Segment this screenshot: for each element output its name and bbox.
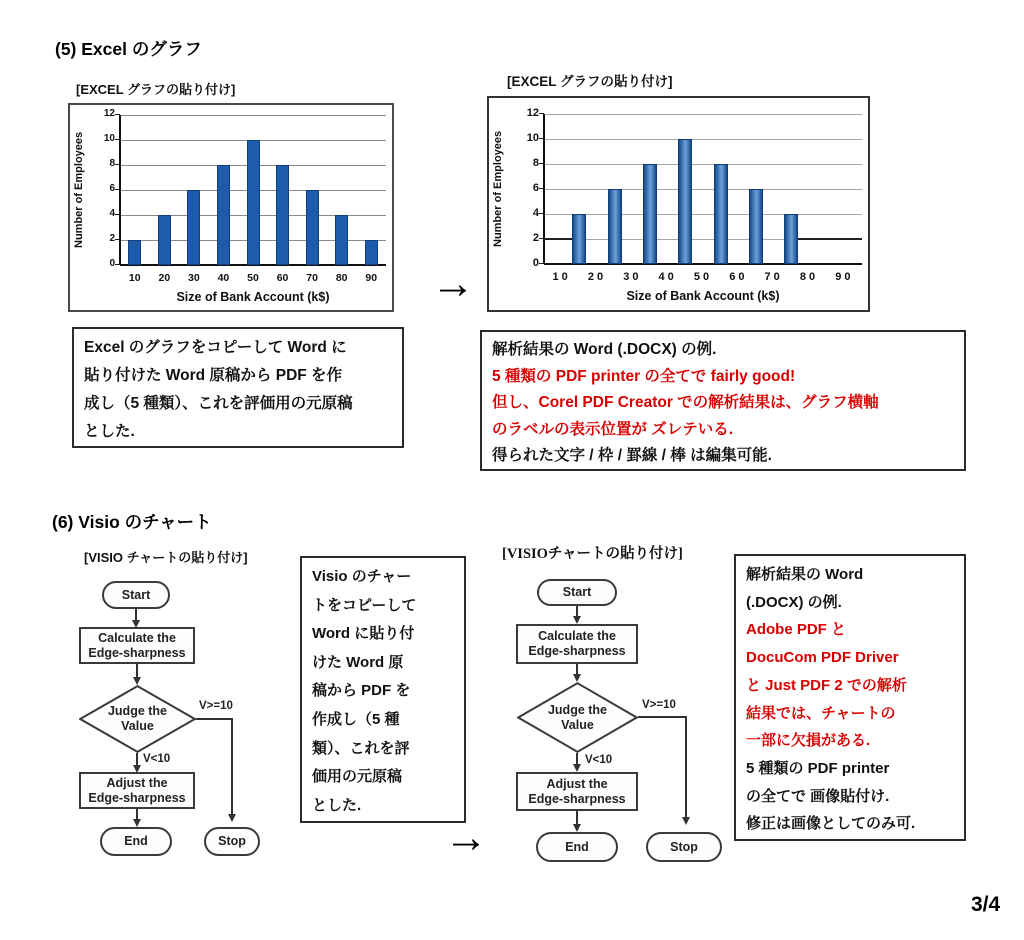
flow-calculate-line1: Calculate the — [538, 629, 616, 643]
bar — [128, 240, 141, 265]
gridline — [120, 115, 386, 116]
flow-judge-line1: Judge the — [547, 702, 608, 717]
y-tick-label: 12 — [103, 108, 115, 119]
y-tick-label: 2 — [109, 233, 115, 244]
note-line: 一部に欠損がある. — [746, 732, 871, 750]
broken-bar-step — [798, 238, 862, 240]
section5-title: (5) Excel のグラフ — [55, 39, 202, 59]
y-tick-label: 8 — [109, 158, 115, 169]
y-axis — [543, 114, 545, 264]
note-line: 類）、これを評 — [312, 739, 410, 757]
visio-result-flowchart — [515, 578, 725, 868]
broken-bar-step — [544, 238, 572, 240]
flow-start-node — [102, 581, 170, 609]
x-axis — [544, 263, 862, 265]
x-tick-label: 30 — [623, 271, 642, 283]
branch-label-no: V<10 — [143, 753, 171, 765]
visio-result-note — [734, 554, 966, 841]
arrow-head-icon — [133, 819, 141, 827]
flow-calculate-node — [79, 627, 195, 664]
excel-source-caption: [EXCEL グラフの貼り付け] — [76, 82, 236, 97]
flow-judge-node — [517, 682, 638, 753]
bar — [643, 164, 657, 264]
bar — [217, 165, 230, 265]
flow-start-label: Start — [562, 585, 592, 599]
bar — [306, 190, 319, 265]
flow-adjust-line1: Adjust the — [546, 776, 608, 791]
x-tick-label: 10 — [552, 271, 571, 283]
flow-calculate-line2: Edge-sharpness — [528, 644, 626, 658]
flow-adjust-line2: Edge-sharpness — [88, 790, 186, 805]
gridline — [544, 214, 862, 215]
x-tick-label: 70 — [764, 271, 783, 283]
note-line: とした. — [84, 423, 135, 440]
flow-judge-line1: Judge the — [107, 704, 168, 718]
note-line: 稿から PDF を — [312, 682, 411, 700]
flow-stop-label: Stop — [218, 834, 246, 848]
x-tick-label: 60 — [276, 272, 289, 284]
flow-stop-node — [646, 832, 722, 862]
note-line: とした. — [312, 796, 362, 814]
y-tick-label: 10 — [103, 133, 115, 144]
bar — [608, 189, 622, 264]
note-line: トをコピーして — [312, 596, 417, 614]
flow-stop-label: Stop — [670, 839, 698, 854]
gridline — [544, 164, 862, 165]
section6-title: (6) Visio のチャート — [52, 512, 212, 532]
x-tick-label: 20 — [158, 272, 171, 284]
note-line: Word に貼り付 — [312, 625, 415, 643]
x-tick-label: 40 — [658, 271, 677, 283]
flow-end-label: End — [565, 839, 589, 854]
flow-adjust-line1: Adjust the — [106, 775, 168, 790]
bar — [335, 215, 348, 265]
flow-stop-node — [204, 827, 260, 856]
flow-end-node — [100, 827, 172, 856]
note-line: 成し（5 種類）、これを評価用の元原稿 — [84, 395, 353, 412]
page-number: 3/4 — [971, 893, 1001, 916]
gridline — [544, 139, 862, 140]
flow-connector — [135, 609, 137, 620]
x-tick-label: 10 — [128, 272, 141, 284]
arrow-right-icon: → — [431, 259, 475, 308]
x-tick-label: 80 — [335, 272, 348, 284]
gridline — [544, 189, 862, 190]
bar — [158, 215, 171, 265]
visio-source-flowchart — [75, 578, 265, 863]
excel-result-caption: [EXCEL グラフの貼り付け] — [507, 74, 673, 89]
x-tick-label: 50 — [247, 272, 259, 284]
note-line: 解析結果の Word (.DOCX) の例. — [492, 341, 717, 358]
flow-connector — [231, 718, 233, 814]
x-tick-label: 20 — [587, 271, 607, 283]
flow-judge-line2: Value — [121, 719, 154, 733]
excel-result-note — [480, 330, 966, 471]
y-tick-label: 8 — [532, 157, 539, 169]
branch-label-yes: V>=10 — [199, 700, 233, 712]
x-tick-label: 40 — [217, 272, 230, 284]
flow-start-node — [537, 579, 617, 606]
arrow-head-icon — [573, 824, 581, 832]
flow-end-label: End — [124, 834, 148, 848]
arrow-head-icon — [228, 814, 236, 822]
x-tick-label: 90 — [835, 271, 854, 283]
x-tick-label: 30 — [188, 272, 200, 284]
y-tick-label: 12 — [526, 107, 539, 119]
x-tick-label: 90 — [365, 272, 378, 284]
bar — [247, 140, 260, 265]
flow-connector — [136, 664, 138, 677]
flow-connector — [576, 664, 578, 674]
note-line: Adobe PDF と — [746, 621, 846, 639]
flow-end-node — [536, 832, 618, 862]
bar — [749, 189, 763, 264]
note-line: 価用の元原稿 — [312, 768, 403, 786]
y-tick-label: 0 — [109, 258, 115, 269]
note-line: 得られた文字 / 枠 / 罫線 / 棒 は編集可能. — [492, 447, 772, 464]
arrow-head-icon — [573, 616, 581, 624]
visio-source-note — [300, 556, 466, 823]
flow-connector — [136, 809, 138, 819]
bar — [276, 165, 289, 265]
note-line: けた Word 原 — [312, 653, 404, 671]
bar — [714, 164, 728, 264]
flow-connector — [576, 606, 578, 616]
note-line: 作成し（5 種 — [312, 710, 400, 728]
note-line: Excel のグラフをコピーして Word に — [84, 339, 347, 356]
y-tick-label: 10 — [526, 132, 539, 144]
flow-calculate-line1: Calculate the — [98, 630, 176, 645]
y-axis — [119, 115, 121, 265]
x-axis-title: Size of Bank Account (k$) — [176, 290, 330, 304]
bar — [187, 190, 200, 265]
note-line: 5 種類の PDF printer — [746, 759, 890, 777]
note-line: 貼り付けた Word 原稿から PDF を作 — [84, 367, 343, 384]
flow-calculate-node — [516, 624, 638, 664]
gridline — [544, 114, 862, 115]
flow-judge-node — [79, 685, 196, 753]
arrow-head-icon — [133, 677, 141, 685]
y-axis-title: Number of Employees — [73, 131, 85, 249]
branch-label-yes: V>=10 — [642, 699, 676, 711]
x-axis-title: Size of Bank Account (k$) — [626, 289, 780, 303]
note-line: の全てで 画像貼付け. — [746, 787, 890, 805]
arrow-head-icon — [573, 674, 581, 682]
note-line: 解析結果の Word — [746, 566, 864, 583]
arrow-right-icon: → — [444, 813, 488, 862]
flow-connector — [576, 753, 578, 764]
visio-result-caption: [VISIOチャートの貼り付け] — [502, 546, 683, 562]
arrow-head-icon — [682, 817, 690, 825]
y-tick-label: 4 — [109, 208, 115, 219]
note-line: (.DOCX) の例. — [746, 593, 842, 611]
visio-source-caption: [VISIO チャートの貼り付け] — [84, 550, 248, 565]
flow-connector — [638, 716, 686, 718]
y-tick-label: 2 — [532, 232, 539, 244]
y-axis-title: Number of Employees — [492, 130, 504, 248]
flow-connector — [136, 753, 138, 765]
flow-calculate-line2: Edge-sharpness — [88, 645, 186, 660]
flow-adjust-node — [516, 772, 638, 811]
y-tick-label: 6 — [109, 183, 115, 194]
x-tick-label: 70 — [306, 272, 318, 284]
branch-label-no: V<10 — [585, 754, 613, 766]
flow-start-label: Start — [121, 587, 151, 602]
excel-result-chart — [487, 96, 870, 312]
note-line: 5 種類の PDF printer の全てで fairly good! — [492, 367, 796, 385]
excel-source-note — [72, 327, 404, 448]
excel-source-chart — [68, 103, 394, 312]
flow-adjust-node — [79, 772, 195, 809]
note-line: Visio のチャー — [312, 568, 412, 585]
flow-connector — [196, 718, 232, 720]
bar — [365, 240, 378, 265]
flow-connector — [576, 811, 578, 824]
flow-judge-line2: Value — [561, 717, 594, 732]
x-tick-label: 60 — [729, 271, 748, 283]
bar — [572, 214, 586, 264]
note-line: 修正は画像としてのみ可. — [746, 815, 916, 833]
note-line: DocuCom PDF Driver — [746, 649, 899, 667]
flow-connector — [685, 716, 687, 817]
y-tick-label: 6 — [532, 182, 539, 194]
flow-adjust-line2: Edge-sharpness — [528, 791, 626, 806]
arrow-head-icon — [573, 764, 581, 772]
bar — [784, 214, 798, 264]
note-line: と Just PDF 2 での解析 — [746, 676, 907, 694]
bar — [678, 139, 692, 264]
note-line: のラベルの表示位置が ズレテいる. — [492, 420, 734, 438]
y-tick-label: 0 — [532, 257, 539, 269]
x-tick-label: 80 — [799, 271, 819, 283]
x-tick-label: 50 — [693, 271, 713, 283]
y-tick-label: 4 — [532, 207, 539, 219]
note-line: 結果では、チャートの — [746, 704, 896, 722]
note-line: 但し、Corel PDF Creator での解析結果は、グラフ横軸 — [492, 394, 879, 411]
